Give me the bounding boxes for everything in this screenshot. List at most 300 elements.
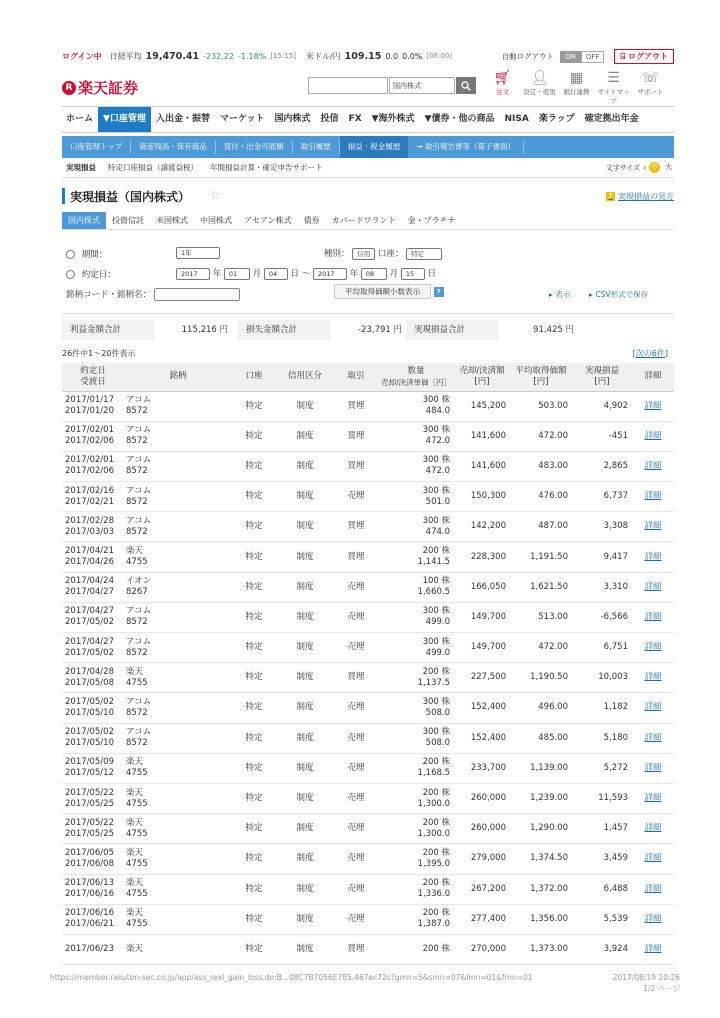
cell-trade-tr: 売埋 — [347, 853, 365, 864]
chevron-right-icon: › — [643, 163, 646, 172]
cell-trade — [334, 602, 378, 632]
cell-quantity-q2: 1,387.0 — [417, 919, 450, 930]
cell-quantity-q1: 200 株 — [422, 878, 450, 889]
from-month-select[interactable]: 01 — [224, 268, 250, 280]
cell-avg-price — [510, 693, 572, 723]
cell-account-acct: 特定 — [245, 702, 263, 713]
cell-trade-tr: 買埋 — [347, 672, 365, 683]
type-select[interactable]: 信用 — [352, 248, 375, 260]
cell-account — [232, 934, 276, 964]
cell-date-d1: 2017/02/28 — [65, 515, 114, 526]
from-year-select[interactable]: 2017 — [176, 268, 210, 280]
cell-name-n1: 楽天 — [126, 847, 144, 858]
footer-url: https://member.rakuten-sec.co.jp/app/ass_real_gain_loss.do;B...08C7B7056E785.467ec72c?gmn=S&smn=07&lmn=01&fmn=01 — [50, 973, 533, 982]
cell-pl — [572, 542, 632, 572]
col-quantity[interactable] — [378, 363, 454, 391]
detail-link[interactable]: 詳細 — [644, 823, 662, 834]
avg-decimal-button[interactable]: 平均取得価額小数表示 — [334, 284, 431, 299]
cell-trade-tr: 売埋 — [347, 913, 365, 924]
cell-name-n1: アコム — [126, 455, 152, 466]
cell-trade-tr: 売埋 — [347, 642, 365, 653]
cell-trade-tr: 買埋 — [347, 400, 365, 411]
next-page-link[interactable]: [次の6件] — [632, 349, 668, 358]
cell-name-n2: 4755 — [126, 798, 148, 809]
cell-pl — [572, 512, 632, 542]
tab-fund[interactable]: 投資信託 — [112, 216, 144, 225]
code-input[interactable] — [154, 288, 240, 301]
cell-account-acct: 特定 — [245, 793, 263, 804]
to-day-unit: 日 — [427, 269, 437, 279]
cell-avg-price — [510, 844, 572, 874]
cell-credit-type-cr: 制度 — [296, 611, 314, 622]
cell-avg-price-avg: 503.00 — [538, 400, 568, 411]
cell-name — [124, 723, 232, 753]
detail-link[interactable]: 詳細 — [644, 430, 662, 441]
filter-panel — [62, 232, 674, 314]
subnav-history[interactable]: 取引履歴 — [293, 140, 340, 154]
cell-name — [124, 542, 232, 572]
cell-pl-pl: 6,751 — [603, 642, 628, 653]
table-row — [62, 753, 674, 783]
sitemap-button[interactable] — [595, 70, 632, 105]
cell-account — [232, 844, 276, 874]
cell-account — [232, 814, 276, 844]
show-link-wrap — [549, 289, 570, 300]
period-label: 期間 — [81, 250, 99, 260]
cell-name-n1: アコム — [126, 425, 152, 436]
cell-avg-price — [510, 421, 572, 451]
cell-quantity — [378, 633, 454, 663]
col-pl-top: 実現損益 — [584, 365, 619, 376]
cell-avg-price-avg: 1,290.00 — [530, 823, 568, 834]
subnav-holdings[interactable]: 資産残高・保有商品 — [131, 140, 216, 154]
table-row — [62, 904, 674, 934]
detail-link[interactable]: 詳細 — [644, 491, 662, 502]
cell-pl-pl: 5,539 — [603, 913, 628, 924]
subnav-account-top[interactable]: 口座管理トップ — [62, 140, 131, 154]
to-year-select[interactable]: 2017 — [313, 268, 347, 280]
tab-us-stock[interactable]: 米国株式 — [156, 216, 188, 225]
support-button[interactable] — [632, 70, 669, 105]
result-count: 26件中1〜20件表示 — [62, 349, 136, 358]
detail-link[interactable]: 詳細 — [644, 581, 662, 592]
star-icon[interactable]: ☆ — [210, 188, 221, 202]
subnav-profit-tax[interactable]: 損益・税金履歴 — [340, 136, 409, 158]
cell-account — [232, 421, 276, 451]
col-name[interactable]: 銘柄 — [124, 363, 232, 391]
nav-bonds[interactable]: ▼債券・他の商品 — [424, 114, 495, 124]
cell-credit-type — [276, 542, 334, 572]
auto-logout-toggle[interactable] — [560, 51, 604, 63]
detail-link[interactable]: 詳細 — [644, 943, 662, 954]
subnav-buying-power[interactable]: 買付・出金可能額 — [216, 140, 293, 154]
loss-total-value: -23,791 円 — [357, 325, 402, 335]
cell-amount — [454, 844, 510, 874]
detail-link[interactable]: 詳細 — [644, 762, 662, 773]
cell-amount — [454, 723, 510, 753]
cell-credit-type-cr: 制度 — [296, 642, 314, 653]
from-day-select[interactable]: 04 — [264, 268, 288, 280]
nav-fund[interactable]: 投信 — [320, 114, 339, 124]
col-amount[interactable] — [454, 363, 510, 391]
cell-avg-price-avg: 1,373.00 — [530, 943, 568, 954]
cell-account-acct: 特定 — [245, 883, 263, 894]
period-select[interactable]: 1年 — [176, 247, 220, 259]
detail-link[interactable]: 詳細 — [644, 913, 662, 924]
date-row — [66, 268, 116, 280]
cell-amount — [454, 633, 510, 663]
cell-account — [232, 391, 276, 421]
cell-trade — [334, 633, 378, 663]
cell-pl-pl: 9,417 — [603, 551, 628, 562]
tab-domestic-stock[interactable]: 国内株式 — [62, 212, 106, 229]
table-row — [62, 602, 674, 632]
cell-date-d1: 2017/04/28 — [65, 666, 114, 677]
cell-amount-amt: 227,500 — [470, 672, 506, 683]
col-pl-bottom: [円] — [594, 376, 610, 387]
col-trade[interactable]: 取引 — [334, 363, 378, 391]
cell-pl — [572, 602, 632, 632]
cell-amount-amt: 166,050 — [470, 581, 506, 592]
bank-link-button[interactable] — [558, 70, 595, 105]
table-row — [62, 482, 674, 512]
support-label: サポート — [637, 88, 664, 96]
cell-amount-amt: 152,400 — [470, 732, 506, 743]
cell-name — [124, 844, 232, 874]
cell-trade — [334, 512, 378, 542]
search-category-select[interactable]: 国内株式 — [389, 77, 455, 94]
cell-account-acct: 特定 — [245, 642, 263, 653]
cell-name — [124, 874, 232, 904]
table-row — [62, 542, 674, 572]
cell-name-n1: アコム — [126, 606, 152, 617]
nav-market[interactable]: マーケット — [219, 114, 265, 124]
cell-quantity-q2: 1,137.5 — [417, 677, 450, 688]
cell-account-acct: 特定 — [245, 913, 263, 924]
cell-detail — [632, 602, 674, 632]
period-row — [66, 248, 107, 260]
cell-quantity-q1: 200 株 — [422, 943, 450, 954]
cell-name-n2: 8572 — [126, 647, 148, 658]
cell-date-d1: 2017/05/02 — [65, 696, 114, 707]
cell-quantity-q1: 300 株 — [422, 425, 450, 436]
cell-quantity-q2: 1,336.0 — [417, 889, 450, 900]
cell-pl-pl: 5,272 — [603, 762, 628, 773]
cell-trade — [334, 663, 378, 693]
cell-account-acct: 特定 — [245, 672, 263, 683]
cell-quantity-q1: 300 株 — [422, 395, 450, 406]
cell-pl-pl: 1,182 — [603, 702, 628, 713]
cell-pl-pl: 2,865 — [603, 460, 628, 471]
cell-name — [124, 421, 232, 451]
cell-date — [62, 874, 124, 904]
cell-quantity-q2: 484.0 — [425, 406, 450, 417]
nav-pension[interactable]: 確定拠出年金 — [584, 114, 639, 124]
cell-account — [232, 663, 276, 693]
cell-date-d1: 2017/06/23 — [65, 943, 114, 954]
show-link[interactable]: 表示 — [555, 290, 571, 299]
to-year-unit: 年 — [349, 269, 359, 279]
to-month-select[interactable]: 08 — [361, 268, 387, 280]
col-credit-type[interactable]: 信用区分 — [276, 363, 334, 391]
detail-link[interactable]: 詳細 — [644, 551, 662, 562]
cell-name-n1: 楽天 — [126, 666, 144, 677]
cell-detail — [632, 512, 674, 542]
cell-credit-type — [276, 391, 334, 421]
cell-date-d2: 2017/05/02 — [65, 617, 114, 628]
cell-credit-type-cr: 制度 — [296, 581, 314, 592]
profit-total-label: 利益金額合計 — [62, 320, 154, 340]
help-icon[interactable]: ? — [434, 287, 444, 297]
nav-foreign-stock[interactable]: ▼海外株式 — [371, 114, 415, 124]
cell-quantity-q1: 100 株 — [422, 576, 450, 587]
cell-amount-amt: 228,300 — [470, 551, 506, 562]
cell-name — [124, 391, 232, 421]
cell-pl-pl: 1,457 — [603, 823, 628, 834]
cell-account — [232, 633, 276, 663]
logout-button[interactable] — [614, 49, 674, 64]
date-radio[interactable] — [66, 270, 75, 279]
cell-amount-amt: 150,300 — [470, 491, 506, 502]
cell-quantity — [378, 512, 454, 542]
nav-deposit[interactable]: 入出金・振替 — [155, 114, 210, 124]
cell-avg-price-avg: 487.00 — [538, 521, 568, 532]
cell-date — [62, 844, 124, 874]
col-avg-bottom: [円] — [533, 376, 549, 387]
cell-quantity-q1: 200 株 — [422, 546, 450, 557]
cell-trade — [334, 874, 378, 904]
logo-mark: R — [62, 81, 76, 95]
cell-name-n2: 4755 — [126, 677, 148, 688]
cell-amount-amt: 152,400 — [470, 702, 506, 713]
cell-detail — [632, 542, 674, 572]
cell-avg-price — [510, 783, 572, 813]
cell-name-n1: 楽天 — [126, 817, 144, 828]
cell-name-n2: 4755 — [126, 919, 148, 930]
cell-avg-price-avg: 1,239.00 — [530, 793, 568, 804]
cell-name-n1: アコム — [126, 485, 152, 496]
cell-credit-type — [276, 451, 334, 481]
toggle-off[interactable]: OFF — [581, 51, 605, 63]
chevron-right-icon: ▸ — [589, 290, 593, 299]
guide-link[interactable] — [606, 191, 674, 202]
cell-name-n2: 4755 — [126, 828, 148, 839]
period-select-wrap — [176, 247, 220, 259]
cell-pl-pl: 11,593 — [598, 793, 628, 804]
cell-date — [62, 693, 124, 723]
chevron-right-icon: ▸ — [549, 290, 553, 299]
cell-credit-type-cr: 制度 — [296, 430, 314, 441]
cell-quantity-q1: 300 株 — [422, 636, 450, 647]
settings-button[interactable] — [521, 70, 558, 105]
cell-name-n2: 8572 — [126, 738, 148, 749]
cell-detail — [632, 904, 674, 934]
tab-gold-platinum[interactable]: 金・プラチナ — [407, 216, 456, 225]
cell-detail — [632, 421, 674, 451]
cell-amount — [454, 934, 510, 964]
detail-link[interactable]: 詳細 — [644, 460, 662, 471]
detail-link[interactable]: 詳細 — [644, 521, 662, 532]
cell-quantity-q1: 300 株 — [422, 606, 450, 617]
account-colon: ： — [394, 249, 404, 259]
cell-quantity-q1: 300 株 — [422, 485, 450, 496]
tab-asean-stock[interactable]: アセアン株式 — [244, 216, 292, 225]
cell-quantity-q2: 1,395.0 — [417, 858, 450, 869]
tab-covered-warrant[interactable]: カバードワラント — [331, 216, 396, 225]
cell-quantity-q2: 499.0 — [425, 617, 450, 628]
nav-nisa[interactable]: NISA — [504, 114, 529, 124]
nav-account[interactable]: ▼口座管理 — [98, 107, 151, 132]
cell-amount — [454, 482, 510, 512]
cell-quantity-q1: 300 株 — [422, 727, 450, 738]
cell-pl — [572, 934, 632, 964]
cell-date-d2: 2017/05/12 — [65, 768, 114, 779]
site-header — [62, 68, 674, 104]
cell-trade — [334, 814, 378, 844]
cell-avg-price — [510, 633, 572, 663]
link-tokutei-pl[interactable]: 特定口座損益（譲渡益税） — [108, 163, 198, 172]
sitemap-icon: ☰ — [607, 70, 620, 86]
cell-name-n2: 8572 — [126, 496, 148, 507]
detail-link[interactable]: 詳細 — [644, 883, 662, 894]
link-annual-pl[interactable]: 年間損益計算・確定申告サポート — [210, 163, 323, 172]
header-icons — [484, 70, 669, 105]
detail-link[interactable]: 詳細 — [644, 672, 662, 683]
cell-credit-type-cr: 制度 — [296, 943, 314, 954]
nav-home[interactable]: ホーム — [66, 114, 94, 124]
cell-credit-type — [276, 663, 334, 693]
date-range-tilde: 〜 — [301, 269, 311, 279]
cell-avg-price — [510, 753, 572, 783]
detail-link[interactable]: 詳細 — [644, 400, 662, 411]
cell-credit-type — [276, 572, 334, 602]
detail-link[interactable]: 詳細 — [644, 793, 662, 804]
nav-fx[interactable]: FX — [348, 114, 362, 124]
period-radio[interactable] — [66, 250, 75, 259]
detail-link[interactable]: 詳細 — [644, 611, 662, 622]
col-date[interactable] — [62, 363, 124, 391]
cell-credit-type — [276, 934, 334, 964]
cell-account — [232, 723, 276, 753]
cell-account-acct: 特定 — [245, 943, 263, 954]
cell-account-acct: 特定 — [245, 581, 263, 592]
cell-name-n1: 楽天 — [126, 757, 144, 768]
cell-trade-tr: 売埋 — [347, 702, 365, 713]
login-status: ログイン中 — [62, 51, 102, 61]
cell-avg-price — [510, 482, 572, 512]
toggle-on[interactable]: ON — [560, 51, 581, 63]
subnav-reports[interactable]: → 取引報告書等（電子書面） — [408, 140, 524, 154]
cell-date-d1: 2017/06/05 — [65, 847, 114, 858]
cell-avg-price — [510, 602, 572, 632]
table-row — [62, 814, 674, 844]
cell-avg-price-avg: 1,356.00 — [530, 913, 568, 924]
cell-pl-pl: 3,310 — [603, 581, 628, 592]
account-select[interactable]: 特定 — [406, 248, 442, 260]
cell-name-n2: 8572 — [126, 526, 148, 537]
nav-domestic-stock[interactable]: 国内株式 — [274, 114, 311, 124]
cell-avg-price — [510, 723, 572, 753]
cell-pl — [572, 482, 632, 512]
order-cart-button[interactable] — [484, 70, 521, 105]
usdjpy-label: 米ドル/円 — [305, 51, 341, 61]
tab-bonds[interactable]: 債券 — [303, 216, 320, 225]
col-pl[interactable] — [572, 363, 632, 391]
cell-account-acct: 特定 — [245, 491, 263, 502]
col-account[interactable]: 口座 — [232, 363, 276, 391]
cell-quantity — [378, 663, 454, 693]
cell-detail — [632, 572, 674, 602]
nav-rakuwrap[interactable]: 楽ラップ — [538, 114, 575, 124]
tab-china-stock[interactable]: 中国株式 — [200, 216, 232, 225]
cell-pl-pl: 3,308 — [603, 521, 628, 532]
cell-credit-type-cr: 制度 — [296, 460, 314, 471]
cell-pl — [572, 723, 632, 753]
to-day-select[interactable]: 15 — [401, 268, 425, 280]
cell-account-acct: 特定 — [245, 611, 263, 622]
cell-date-d1: 2017/06/16 — [65, 908, 114, 919]
pl-summary — [62, 320, 674, 342]
logo-text: 楽天証券 — [78, 79, 139, 97]
cell-quantity-q1: 300 株 — [422, 455, 450, 466]
cell-date-d2: 2017/02/06 — [65, 466, 114, 477]
col-avg-price[interactable] — [510, 363, 572, 391]
cell-pl — [572, 693, 632, 723]
link-realized-pl[interactable]: 実現損益 — [66, 163, 96, 172]
cell-date-d2: 2017/05/25 — [65, 798, 114, 809]
detail-link[interactable]: 詳細 — [644, 732, 662, 743]
search-input[interactable] — [308, 77, 388, 94]
cell-trade — [334, 783, 378, 813]
guide-link-label: 実現損益の見方 — [618, 192, 674, 201]
cell-pl — [572, 844, 632, 874]
cell-pl — [572, 814, 632, 844]
cell-date-d1: 2017/05/02 — [65, 727, 114, 738]
cell-name — [124, 753, 232, 783]
cell-name-n2: 8267 — [126, 587, 148, 598]
detail-link[interactable]: 詳細 — [644, 642, 662, 653]
col-date-trade: 約定日 — [80, 365, 106, 376]
cell-account — [232, 451, 276, 481]
avg-toggle-wrap — [334, 286, 444, 297]
cell-trade-tr: 売埋 — [347, 793, 365, 804]
text-size-medium[interactable]: 中 — [651, 163, 658, 171]
csv-link[interactable]: CSV形式で保存 — [595, 290, 649, 299]
logout-icon: ⍈ — [620, 52, 626, 61]
text-size-large[interactable]: 大 — [665, 163, 672, 171]
table-row — [62, 391, 674, 421]
detail-link[interactable]: 詳細 — [644, 853, 662, 864]
cell-account — [232, 753, 276, 783]
cell-date — [62, 783, 124, 813]
cell-quantity-q2: 501.0 — [425, 496, 450, 507]
cell-quantity — [378, 783, 454, 813]
cell-amount-amt: 270,000 — [470, 943, 506, 954]
cell-detail — [632, 844, 674, 874]
cell-name-n1: 楽天 — [126, 546, 144, 557]
cell-quantity-q2: 1,300.0 — [417, 798, 450, 809]
cell-quantity-q1: 300 株 — [422, 515, 450, 526]
col-detail: 詳細 — [632, 363, 674, 391]
cell-date-d1: 2017/04/27 — [65, 636, 114, 647]
cell-name-n2: 4755 — [126, 858, 148, 869]
cell-trade — [334, 934, 378, 964]
search-button[interactable] — [456, 77, 476, 94]
result-count-row — [62, 348, 674, 363]
logo[interactable] — [62, 77, 138, 98]
cell-credit-type-cr: 制度 — [296, 732, 314, 743]
detail-link[interactable]: 詳細 — [644, 702, 662, 713]
